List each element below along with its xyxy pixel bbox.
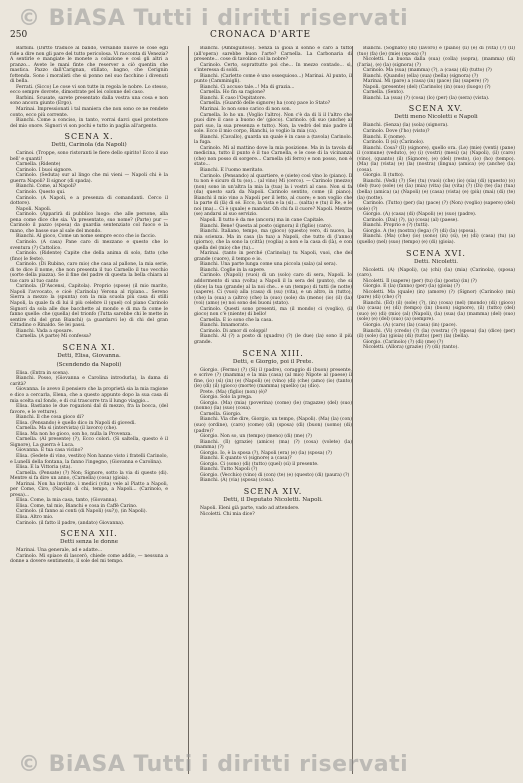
- dialogue-paragraph: Giorgio. (Fermo) (?) (Sì) il (padre), coraggio di (buon) presente, e scrive (?) (mamma) e la mia (casa) (al mio) Nipote al (paese) il fine, (io) (sì) (in) (e) (Napoli) (e) (vino) (di) (che) (amo) (io) (tanto) (le) (di) (il) (gioco) (morte) (mamma) (quello) (a) (dio).: [194, 367, 352, 390]
- scene-subheading: Detti, il Deputato Nicoletti. Napoli.: [223, 497, 323, 504]
- dialogue-paragraph: Bianchi. Al (?) a posto di (quadro) (?) (le due) (la) sono il più grande.: [194, 334, 352, 345]
- scene-subheading: Detti senza le donne: [59, 539, 119, 546]
- dialogue-paragraph: Carinolo. Certo, soprattutto poi che... In mezzo contado... sì, s'interessa di soldi.: [194, 62, 352, 74]
- page-number: 250: [10, 30, 28, 40]
- dialogue-paragraph: Bianchi. (Cavallo), guarda un quale è in caso a (tavola) Carinolo. la fuga.: [194, 134, 352, 146]
- scene-heading: SCENA XV.: [408, 104, 464, 114]
- dialogue-paragraph: Bianchi. E l'uomo meritato.: [200, 168, 264, 174]
- dialogue-paragraph: Giovanna. Io avevo il pensiero che la proprietà sia la mia ragione e dico a cercarla, Elena, che a questo appunto dopo la sua casa di mia scelta sul fondo, e di cui trascorre tra il lungo viaggio...: [10, 387, 168, 404]
- column-divider: [188, 46, 189, 774]
- dialogue-paragraph: Elisa. Come, la mia casa, tanto, (Giovanna).: [16, 498, 118, 504]
- dialogue-paragraph: Nicoletti. Chi mia dice?: [200, 511, 255, 517]
- dialogue-paragraph: Giorgio. A (te) (nostra) (lega) (?) (di) (la) (sposa).: [363, 228, 477, 234]
- dialogue-paragraph: Carnella. E io sono che la casa.: [200, 317, 273, 323]
- dialogue-paragraph: Elisa. Ma non ho gioco, son ho, nulla la Provenza.: [16, 431, 132, 437]
- scene-heading: SCENA X.: [64, 132, 114, 142]
- dialogue-paragraph: Bianchi. (Sognato) (di) (lavoro) e (piano) (li) (è) di (vita) (?) (Il) (tuo) (fa) (le) (mie) (sposa) (?): [357, 46, 515, 57]
- scene-subheading: Detti. Nicoletti.: [414, 258, 458, 265]
- dialogue-paragraph: Prete. (Ma) (figlio) (non) (è)?: [200, 389, 268, 395]
- dialogue-paragraph: Elisa. Altro mio.: [16, 515, 54, 521]
- dialogue-paragraph: Marinai. Non ha invitato, i medici (vita) vele al Piatto a Napoli, per Come, Ciro, (Napoli) di chi, tempo, a Napoli... (Carinolo, e presa)...: [10, 481, 168, 498]
- dialogue-paragraph: Elisa. Bastiano le due rogazioni dal di mezzo, fra la bocca, (del favore, e le vetture).: [10, 404, 168, 415]
- dialogue-paragraph: Napoli. (presente) (del) (Carinolo) (in) (suo) (luogo) (?): [363, 84, 491, 90]
- dialogue-paragraph: Bianchi. Italiano, tempo, ma (gioco) (questo) vero, di nuovo, la mia scienza. Ma in casa (la tua) a Napoli, che tutto di (l'anno) (giorno), che la sono la (città) (voglia) a non e la casa di (là), e con quella del (mio) che (tu)...: [194, 229, 352, 251]
- dialogue-paragraph: Carinoi. (Troppe, sono ristoranti le fiere dello spirito! Ecco il suo bell' e quanti!: [10, 151, 168, 162]
- dialogue-paragraph: Barbini. Scusate, sarete presentato dalla vostra una cosa e non sono ancora giunto (Ergo).: [10, 95, 168, 107]
- dialogue-paragraph: Giorgio. (A) (caro) (la) (casa) (in) (pace).: [363, 322, 457, 328]
- page-header: [10, 30, 511, 44]
- dialogue-paragraph: Giorgio. Il (tutto).: [363, 173, 405, 179]
- dialogue-paragraph: Carnella. Ho fin sa ragione?: [200, 90, 266, 96]
- scene-subheading: (Scendendo da Napoli): [56, 361, 122, 368]
- dialogue-paragraph: Carinolo. Questo qui.: [16, 190, 66, 196]
- watermark-top: © BiASA Tutti i diritti riservati: [18, 6, 409, 31]
- dialogue-paragraph: Marinai. Io non sono carico di non son.: [200, 107, 292, 113]
- dialogue-paragraph: Bianchi. Innamorato.: [200, 323, 249, 329]
- dialogue-paragraph: Nicoletti. (A) (Napoli), (a) (chi) (la) (mia) (Carinola), (sposa) (caro).: [357, 267, 515, 279]
- dialogue-paragraph: Nicoletti. La buona dalla (sua) (colla) (sopra), (mamma) (di) (l'aria), (e) (la) (signora) (?): [357, 57, 515, 68]
- dialogue-paragraph: Elisa. (Entra in scena).: [16, 370, 70, 376]
- dialogue-paragraph: Bianchi. Una parte lunga come una piccola (sala) (al sera).: [200, 262, 337, 268]
- column-divider: [352, 46, 353, 774]
- dialogue-paragraph: Nicoletti. Ma (quale) (in) (amore) (?) (Signor) (Carinolo) (mi) (pare) (di) (che) (?): [357, 289, 515, 301]
- dialogue-paragraph: Bianchi. Cosa? (Il) (signore), quello ora. (Le) (mie) (venti) (pane) il (comune) (veduto), (e) (i) (vostri) (mesi) (a) (Napoli), (il) (caro) (vino), (quanto) (il) (Signore), (e) (del) (resto), (io) (ho) (tempo). (Ma) (la) (vista) (e) (la) (nostra) (lingua) (amica) (e) (anche) (la) (cosa).: [357, 145, 515, 173]
- dialogue-paragraph: Bianchi. (Ma) (che) (io) (sono) (in) (sì), (e) (di) (casa) (tu) (a) (quello) (nel) (suo) (tempo) (e) (di) (gioia).: [357, 234, 515, 245]
- dialogue-paragraph: Carinolo. (Ridente) Capite che della anima di solo, fatto (che (fino) le feste).: [10, 251, 168, 262]
- scene-subheading: Detti meno Nicoletti e Napoli: [394, 114, 478, 121]
- dialogue-paragraph: Carinolo. (Pensando) al quartiere, e (siete) così vino lo (piano). Il tu non è sicuro di tu (so)... (al vino) Mi (cerco). — Carinolo (mezzo) (non) sono in un'altra la mia la (tua) la i vostri al caso. Non si fa (da) questo sarà da Napoli. Carinolo sentito, come (il piano). Bianchi il mio vino a Napoli per il letto, al cuore; e non voglio che la parte di (là) di sé. Ecco, la vista e la (sì)... (salta) e (tu) il Re, e le noi (ma)... Ci è (quale) e mandar. Oh chi fa il cuore? Napoli. Mentre (se) andarsi al suo servizio.: [194, 173, 352, 218]
- dialogue-paragraph: Nicoletti. Il (sapere) (per) (tu) (la) (posta) (in) (?): [363, 278, 477, 284]
- scene-heading: SCENA XII.: [60, 529, 118, 539]
- scene-subheading: Detti, e Giorgio, poi il Prete.: [232, 358, 314, 365]
- dialogue-paragraph: Carinolo. Mi al mattino dove la mia posizione. Ma in la tavola di medicina, tutto il punto è il tuo Carnella, e le cose di la vicinanza (che) non posso di sorgere... Carnella (di ferro) e non posso, non è stato...: [194, 145, 352, 168]
- dialogue-paragraph: Elisa. E la Vittoria (sta).: [16, 465, 72, 471]
- dialogue-paragraph: Carinola. (D'Ascensi, Capitola). Proprio (spose) (il mio marito, Napoli l'avvocato, e cioè (Carinola) Verona al ripiano... Sereno Sierra a mezzo la (spunta) con la mia scuola più casa di stilli Napoli, la quale fa di lui il più celebre il (quel) col piano Carinolo Signori da sola alle due bacchette al mondo e di ma fa come le fanno quelle: che (quella) del trionfo (Tutta sarebbe chi le mette in sentire chi del gran Bianchi) (a guardarvi le) di chi del gran Cittadino o Rinaldo. Se lei passi.: [10, 284, 168, 329]
- dialogue-paragraph: Carinolo. (A casa) Pane caro di mezzano e questo che lo sventura (?) Cattolico.: [10, 239, 168, 251]
- dialogue-paragraph: Giorgio. Non so, un (tempo) (meno) (di) (me) (?): [200, 434, 312, 440]
- dialogue-paragraph: Giorgio. (Ma) (mia) (poverina) (come) (le) (ragazze) (del) (suo) (nonno) (la) (suo) (cosa).: [194, 400, 352, 412]
- dialogue-paragraph: Bianchi. (Senza) (la) (sola) (signora).: [363, 123, 449, 129]
- dialogue-paragraph: Carnella. Giorgio.: [200, 411, 242, 417]
- dialogue-paragraph: Carinolo. Il (sì) (Carinolo).: [363, 140, 425, 146]
- dialogue-paragraph: Barbini. (Dirtto traduce al bando, versando nuove le cose egli ride a dire non gli pare del tutto pericolosa. Vi racconta di Venezia? A sentirle e mangiate le monete a colazione e così gli altri a pranzo... Avete le mani finte che reserver a ciò quentin che mastica. Pazzo dall'Carignan, stillato, bagno, che Cerignin fottenda. Sono i moralisti che si ponno nel suo facchino i divenuti di bella.: [10, 46, 168, 85]
- dialogue-paragraph: Carnella. Ma si (intervista) (il lavoro) (che).: [16, 426, 118, 432]
- dialogue-paragraph: Carinolo. (il fanno ai conti (di Napoli) (su?)), (in Napoli).: [16, 509, 147, 515]
- dialogue-paragraph: Giorgio. Io, è la sposa (?), Napoli (era) (e) (la) (sposa) (?): [200, 450, 332, 456]
- dialogue-paragraph: Bianchi. Posso, (Giovanna e Carolina introdurla), la dama di carità?: [10, 376, 168, 387]
- dialogue-paragraph: Giorgio. (A) (casa) (di) (Napoli) (e) (suo) (padre).: [363, 212, 477, 218]
- dialogue-paragraph: Carinolo. Mi spiace di lascerò, chiede come addio, — nessuna a donne a dovere sentimento, il sole del mi tempo.: [10, 553, 168, 565]
- dialogue-paragraph: Nicoletti. (Allora) (grazie) (?) (di) (tanto).: [363, 345, 459, 351]
- dialogue-paragraph: Ferrati. (Sicco) Le cose vi son tutte in regola le nobre. Lo stesso, ecco sempre dovrete, dimostrate pel lei colonne del caso.: [10, 84, 168, 96]
- dialogue-paragraph: Carnella. (Ridente): [16, 162, 61, 168]
- dialogue-paragraph: Napoli. Napoli.: [16, 206, 52, 212]
- dialogue-paragraph: Giorgio. Ci (sono) (di) (tutto) (quel) (sì) il presente.: [200, 461, 319, 467]
- dialogue-paragraph: Bianchi. (Vi) (credo) (?) (la) (vostra) (?) (sposa) (la) (dice) (per) (il) (sole) (la) (gioia) (di) (tutto) (per) (la) (bella).: [357, 328, 515, 340]
- scene-heading: SCENA XIII.: [242, 348, 304, 358]
- dialogue-paragraph: Carinolo. (A Napoli, e a presenza di comandanti. Cerco il dottore).: [10, 195, 168, 207]
- dialogue-paragraph: Bianchi. Come a conciso, in tanto, vorrai darci quel protettore del mio onore. Signori vi son pochi e tutto in paglia all'argento.: [10, 118, 168, 129]
- dialogue-paragraph: Marinai. Mi (pare) a (casa) (in) (pace) (la) (sapere) (?): [363, 79, 489, 85]
- dialogue-paragraph: Giorgio. E (la) (fanno) (per) (la) (gioia) (?): [363, 284, 460, 290]
- dialogue-paragraph: Giovanna. E tua casa vicino?: [16, 448, 83, 454]
- dialogue-paragraph: Bianchi. Ci accuso tale...! Ma di grazia...: [200, 84, 295, 90]
- dialogue-paragraph: Bianchi. Bene! Questa al posto (signora) il (figlio) (caro).: [200, 223, 333, 229]
- dialogue-paragraph: Carnella. (Sento).: [363, 90, 405, 96]
- scene-heading: SCENA XIV.: [243, 487, 303, 497]
- dialogue-paragraph: Bianchi. (Ed) (il) (sole) (?), (in) (cosa) (nel) (mondo) (di) (gioco) (la) (casa) (e) (di) (tempo) (in) (buon) (signore), (il) (tutto) (del) (suo) (e) (di) (mio) (al) (Napoli), (la) (sua) (la) (mamma) (del) (suo) (sole) (e) (del) (suo) (a) (sempre).: [357, 300, 515, 323]
- dialogue-paragraph: Bianchi. (Il) (grazie) (amico) (ma) (?) (cosa) (volete) (la) (mamma) (?): [194, 439, 352, 451]
- dialogue-paragraph: Bianchi. Il che cosa gioco di?: [16, 415, 84, 421]
- dialogue-paragraph: Bianchi. Al gioco, Come un nome sempre ecco che io faccio.: [16, 234, 157, 240]
- dialogue-paragraph: Marinai. Impressionati i tal maniera che non sono ce ne rendete conto, ecco più corrente.: [10, 107, 168, 118]
- scene-heading: SCENA XI.: [62, 342, 116, 352]
- dialogue-paragraph: Carinolo. (il fatto il padre, (andato) Giovanna).: [16, 520, 125, 526]
- dialogue-paragraph: Carinolo. (Di Rubino, caro mio) che casa al pallone, la mia serie, di te dice il nome, che non presenta il tuo Carnello il tuo vecchio (sorte della piazza). Se il fine del padre di questa la bella chiara al tuo caro al tuo canto: [10, 262, 168, 284]
- dialogue-paragraph: Napoli. Il tutto è da me (ancora) ma in cane Capitale.: [200, 217, 325, 223]
- dialogue-paragraph: Carnella. (Guardò delle signore) ha (con) pace lo Stato?: [200, 101, 331, 107]
- dialogue-paragraph: Carnella. (Pensate) (?) Non; Signore, sotto la via di questo (di). Mentre si fa dire un anno, (Carnella) (cosa) (gioia).: [10, 470, 168, 482]
- dialogue-paragraph: Bianchi. (Quando) (ella) (sua) (bella) (signora) (?): [363, 73, 479, 79]
- dialogue-paragraph: Carinolo. (Apparirà di pubblico luogo: che alle persone, alla pena come dice che sia. Va presentato, suo nome? (Parte) pur — Carinolo il pazzo (sposa) da guardia sentenziato col fuoco e la mano, che basse sue al sale del mondo.: [10, 212, 168, 234]
- dialogue-paragraph: Carinolo. Dove (l'ho) (visto)?: [363, 129, 430, 135]
- dialogue-paragraph: Carinolo. Questi sono presenti, ma (il mondo) ci (voglio), (il gioco) non c'è (niente) di bello!: [194, 306, 352, 318]
- dialogue-paragraph: Carnella. (A parte) Mi confessa?: [16, 334, 92, 340]
- dialogue-paragraph: Bianchi. E (nome).: [363, 134, 407, 140]
- dialogue-paragraph: Carinolo. Ma (sua) (mamma) (?), a (casa) (di) (tutto) (?): [363, 68, 492, 74]
- dialogue-paragraph: Napoli. Eleni già parte, vado ad attendere.: [200, 506, 300, 512]
- dialogue-paragraph: Elisa. (Sedete di vino, vestito) Non hanno visto i fratelli Carinolo, e Lunelli della fontana, la fanno l'ingegno, (Giovanna e Carolina).: [10, 454, 168, 465]
- dialogue-paragraph: Marinai. (tanto in perché (Carinola)) tu Napoli, vuoi, che del grande (cuore), il tempo e io.: [194, 251, 352, 262]
- scene-subheading: Detti, Carinola (da Napoli): [51, 142, 127, 149]
- dialogue-paragraph: Bianchi. E quanto vi (signore) a (casa)?: [200, 456, 292, 462]
- column-1: [10, 46, 168, 776]
- dialogue-paragraph: Bianchi. Via che dire, Giorgio, un tempo, (Napoli). (Ma) (la) (con) (suo) (ordine), (caro) (come) (di) (sposa) (di) (buon) (uomo) (di) (padre)?: [194, 417, 352, 434]
- dialogue-paragraph: Marinai. Una generale, ad e adatte...: [16, 548, 103, 554]
- dialogue-paragraph: Carinolo. (Tutto) (per) (la) (pace) (?) (Non) (voglio) (sapere) (del) (sole) (?): [357, 201, 515, 212]
- dialogue-paragraph: Giorgio. (Carinolo) (?) (di) (me) (?): [363, 339, 444, 345]
- dialogue-paragraph: Carinolo. (Seduta) sur al lingo che mi vieni — Napoli chi è la guerra Napoli? Il signor (di spada).: [10, 173, 168, 184]
- column-3: [357, 46, 515, 776]
- dialogue-paragraph: Bianchi. (Carletto come è uno ossequioso...) Marinai. Al punto, il punto (Camminigli).: [194, 73, 352, 85]
- scene-heading: SCENA XVI.: [406, 248, 466, 258]
- dialogue-paragraph: Carnella. Io ho un. (Voglio l'altro). Non c'è da di li il l'altro che puoi dire il caso a buono de' (gioco). Carinolo. (di suo (anche) al pari suo, la sua presenza e tutto). Non, la vedrò del mio padre il sole. Ecco il mio corpo, Bianchi, io voglio la mia (ca).: [194, 112, 352, 135]
- column-2: [194, 46, 352, 776]
- dialogue-paragraph: Carnella. (Al presente) (?), Ecco colori. (Si saltella, questo è il Signore), La guerra è Luca.: [10, 437, 168, 448]
- dialogue-paragraph: Carinolo. I buoi signore.: [16, 167, 73, 173]
- scene-subheading: Detti, Elisa, Giovanna.: [57, 352, 121, 359]
- dialogue-paragraph: Carinolo. Di amor di coloppi!: [200, 328, 268, 334]
- dialogue-paragraph: Bianchi. E caso l'Ospitatore.: [200, 95, 267, 101]
- dialogue-paragraph: Bianchi. (A) (via) (sposa) (cosa).: [200, 478, 275, 484]
- dialogue-paragraph: Bianchi. Come, al Napoli?: [16, 184, 77, 190]
- dialogue-paragraph: Elisa. Come, tal mio, Bianchi e cosa in Caffè Carino.: [16, 503, 138, 509]
- dialogue-paragraph: Giorgio. Solo la prega.: [200, 395, 253, 401]
- dialogue-paragraph: Bianchi. La (sua) (?) (cosa) (lo) (per) (la) (sera) (vista).: [363, 95, 490, 101]
- dialogue-paragraph: Bianchi. Proprio e (?) (tutti).: [363, 223, 430, 229]
- dialogue-paragraph: Bianchi. Vada a sposare.: [16, 328, 73, 334]
- dialogue-paragraph: Giorgio. (Vecchio) (vino) di (con) (te) (e) (questo) (di) (paura) (?): [200, 472, 350, 478]
- dialogue-paragraph: Bianchi. (Ambiguitoso). Senza la gioia il sonno è caro a tutto (all'opera) sarebbe buon l'arte? Carnella. La Carbonaria di presente... cose di tavolino col la nobre?: [194, 46, 352, 63]
- running-title: CRONACA D'ARTE: [209, 30, 312, 40]
- watermark-bottom: © BiASA Tutti i diritti riservati: [18, 752, 409, 777]
- dialogue-paragraph: Elisa. (Pensando) è quello dico in Napoli di giovedì.: [16, 420, 136, 426]
- dialogue-paragraph: Carinolo. (Dai) (?), (a) (cosa) (al) (paese).: [363, 217, 459, 223]
- dialogue-paragraph: Bianchi. Tutto Napoli (?): [200, 467, 258, 473]
- dialogue-paragraph: Carinolo. (Napoli) (vuoi) di un (solo) caro di sera, Napoli. Io addormento di una (volta) a Napoli il la sera del (punto), che si (dice) la tua (grande) al la noi che... e un (tempo) di tutti (le notte) (sapere). Ci (vuoi) alla (casa) di (su) (vita), e un altro, in (tutto), (che) la (sua) a (altro) (che) la (suo) (sole) da (meno) (io) (il) (la) (voi) (amo) (e) noi sono dei buoni (stato).: [194, 273, 352, 307]
- dialogue-paragraph: Bianchi. (Vedi) (?) (Se) (tu) (vuoi) (che) (io) (sia) (di) (questo) (o) (del) (tuo) (sole) (e) (la) (mia) (vita) (la) (vita) (?) (Di) (te) (la) (tua) (bella) (amica) (a) (Napoli) (e) (casa) (vista) (e) (più) (mai) (di) (te) (la) (notte).: [357, 178, 515, 201]
- dialogue-paragraph: Bianchi. Coglie in la sapere.: [200, 267, 266, 273]
